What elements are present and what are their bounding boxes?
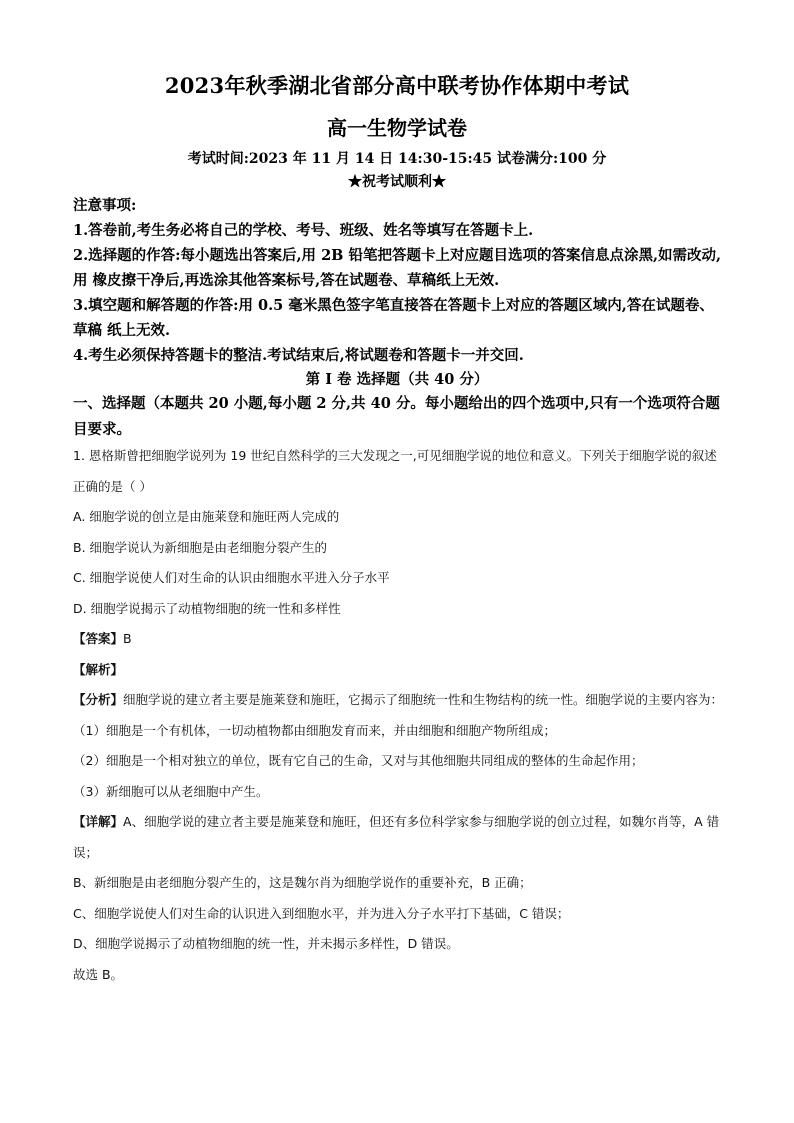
answer-tag: 【答案】 (73, 631, 124, 646)
analysis-heading: 【解析】 (73, 661, 124, 677)
detail-line-2: B、新细胞是由老细胞分裂产生的，这是魏尔肖为细胞学说作的重要补充，B 正确； (73, 875, 532, 890)
notice-item-4: 4.考生必须保持答题卡的整洁.考试结束后,将试题卷和答题卡一并交回. (73, 347, 524, 364)
analysis-line-3: （3）新细胞可以从老细胞中产生。 (73, 783, 269, 799)
question-1 (73, 441, 725, 990)
notice-block (73, 193, 725, 368)
exam-info: 考试时间:2023 年 11 月 14 日 14:30-15:45 试卷满分:100 分 (187, 151, 607, 167)
option-b: B. 细胞学说认为新细胞是由老细胞分裂产生的 (73, 539, 328, 555)
option-a: A. 细胞学说的创立是由施莱登和施旺两人完成的 (73, 509, 340, 524)
section-description: 一、选择题（本题共 20 小题,每小题 2 分,共 40 分。每小题给出的四个选项中,只有一个选项符合题目要求。 (73, 395, 720, 438)
page-subtitle: 高一生物学试卷 (327, 116, 467, 140)
notice-item-3: 3.填空题和解答题的作答:用 0.5 毫米黑色签字笔直接答在答题卡上对应的答题区域内,答在试题卷、草稿 纸上无效. (73, 297, 714, 339)
option-d: D. 细胞学说揭示了动植物细胞的统一性和多样性 (73, 600, 341, 616)
conclusion: 故选 B。 (73, 966, 124, 982)
analysis-line-1: 【分析】细胞学说的建立者主要是施莱登和施旺，它揭示了细胞统一性和生物结构的统一性。细胞学说的主要内容为：（1）细胞是一个有机体，一切动植物都由细胞发育而来，并由细胞和细胞产物所组成； (73, 692, 724, 738)
notice-heading: 注意事项: (73, 197, 137, 214)
answer-value: B (123, 631, 132, 646)
answer-line (73, 624, 725, 655)
detail-line-1: 【详解】A、细胞学说的建立者主要是施莱登和施旺，但还有多位科学家参与细胞学说的创立过程，如魏尔肖等，A 错误； (73, 814, 720, 860)
exam-wish: ★祝考试顺利★ (348, 174, 446, 190)
page-title: 2023年秋季湖北省部分高中联考协作体期中考试 (164, 73, 630, 98)
detail-line-4: D、细胞学说揭示了动植物细胞的统一性，并未揭示多样性，D 错误。 (73, 936, 459, 951)
detail-line-3: C、细胞学说使人们对生命的认识进入到细胞水平，并为进入分子水平打下基础，C 错误； (73, 905, 570, 921)
option-c: C. 细胞学说使人们对生命的认识由细胞水平进入分子水平 (73, 570, 390, 585)
question-stem: 1. 恩格斯曾把细胞学说列为 19 世纪自然科学的三大发现之一,可见细胞学说的地位和意义。下列关于细胞学说的叙述正确的是（ ） (73, 448, 717, 494)
notice-item-2: 2.选择题的作答:每小题选出答案后,用 2B 铅笔把答题卡上对应题目选项的答案信息点涂黑,如需改动,用 橡皮擦干净后,再选涂其他答案标号,答在试题卷、草稿纸上无效. (73, 247, 722, 289)
analysis-line-2: （2）细胞是一个相对独立的单位，既有它自己的生命，又对与其他细胞共同组成的整体的生命起作用； (73, 753, 644, 768)
notice-item-1: 1.答卷前,考生务必将自己的学校、考号、班级、姓名等填写在答题卡上. (73, 222, 534, 239)
section-title: 第 I 卷 选择题（共 40 分） (305, 371, 489, 388)
